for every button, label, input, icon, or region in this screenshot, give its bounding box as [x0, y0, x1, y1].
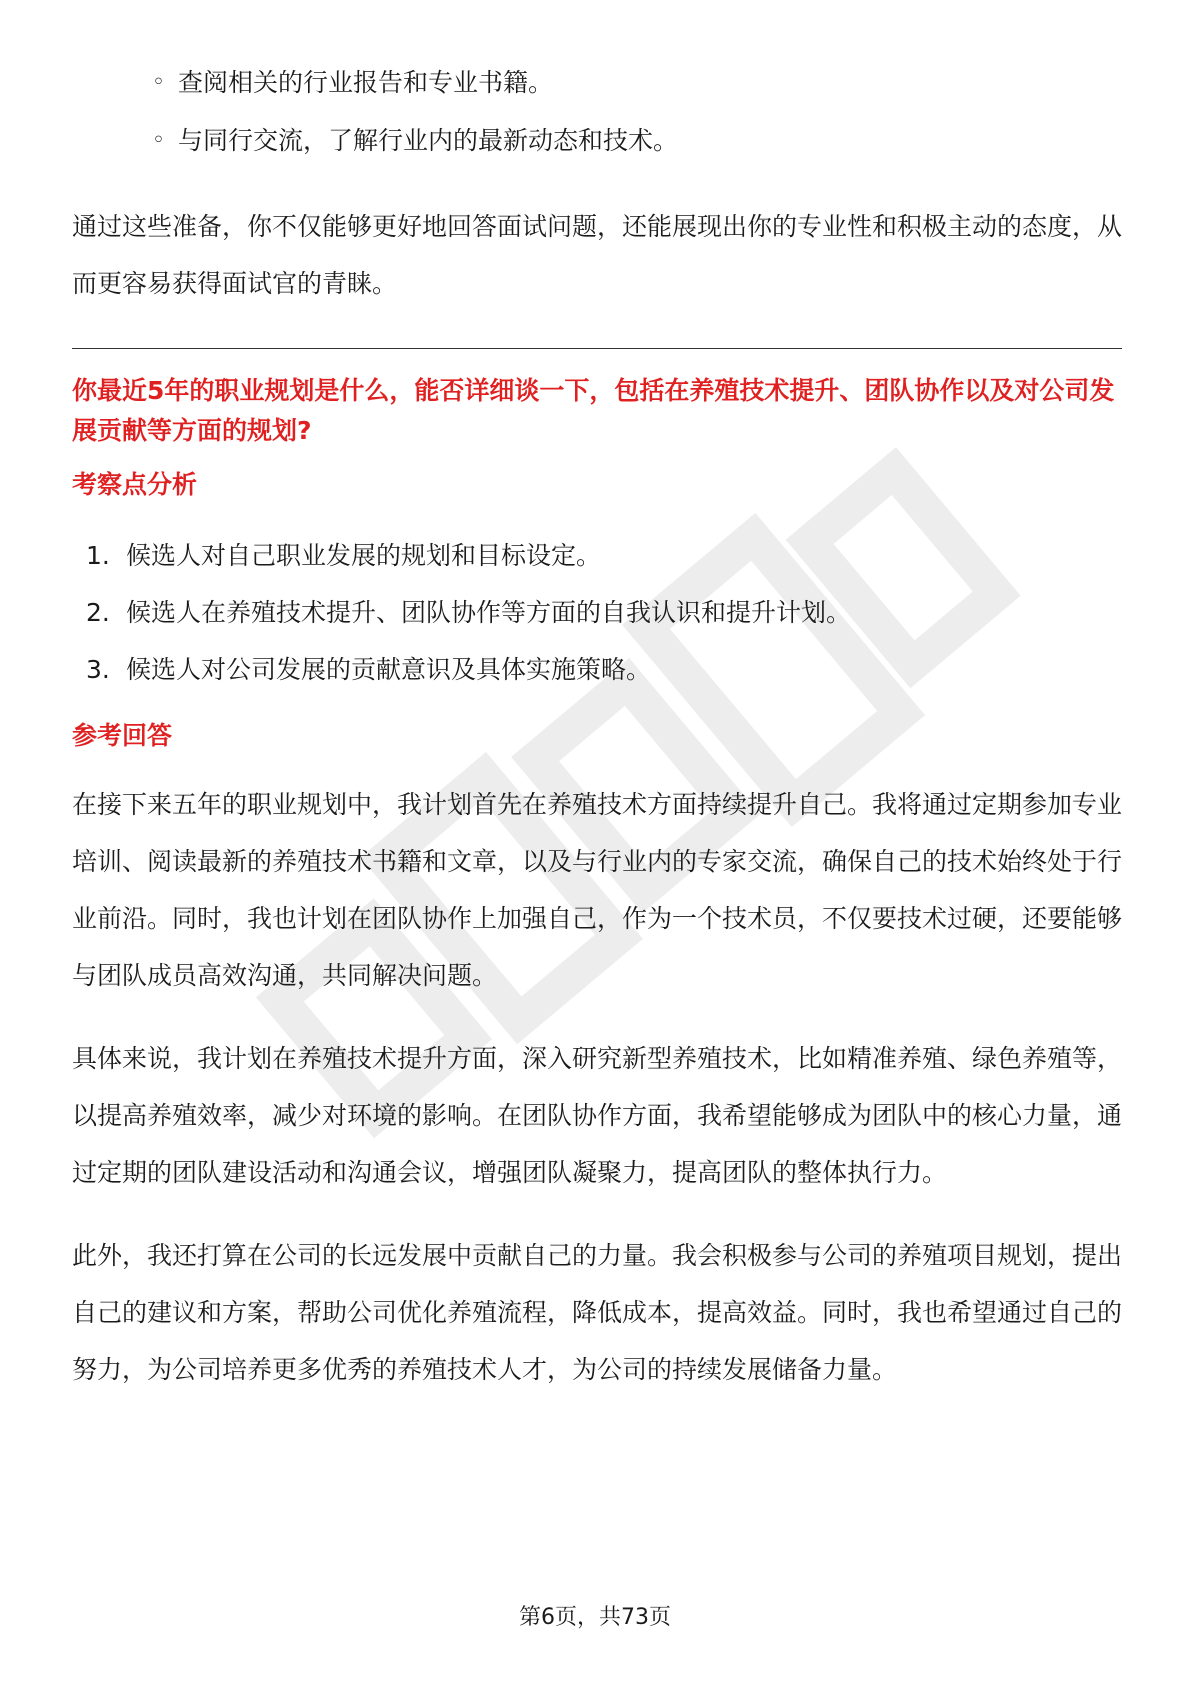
section-divider	[72, 348, 1122, 349]
list-text: 候选人对公司发展的贡献意识及具体实施策略。	[126, 655, 652, 684]
list-text: 候选人对自己职业发展的规划和目标设定。	[126, 541, 602, 570]
page-number-footer: 第6页，共73页	[519, 1605, 671, 1630]
bullet-circle-icon: ◦	[152, 70, 165, 95]
answer-paragraph: 具体来说，我计划在养殖技术提升方面，深入研究新型养殖技术，比如精准养殖、绿色养殖等，以提高养殖效率，减少对环境的影响。在团队协作方面，我希望能够成为团队中的核心力量，通过定期的团队建设活动和沟通会议，增强团队凝聚力，提高团队的整体执行力。	[72, 1044, 1123, 1187]
bullet-circle-icon: ◦	[152, 128, 165, 153]
list-number: 1.	[86, 541, 110, 570]
bullet-text: 与同行交流，了解行业内的最新动态和技术。	[178, 126, 679, 155]
analysis-heading: 考察点分析	[72, 470, 198, 499]
list-item	[72, 584, 1122, 641]
analysis-list	[72, 527, 1122, 698]
list-item	[72, 68, 1122, 126]
list-item	[72, 527, 1122, 584]
answer-paragraph: 此外，我还打算在公司的长远发展中贡献自己的力量。我会积极参与公司的养殖项目规划，提出自己的建议和方案，帮助公司优化养殖流程，降低成本，提高效益。同时，我也希望通过自己的努力，为公司培养更多优秀的养殖技术人才，为公司的持续发展储备力量。	[72, 1241, 1123, 1384]
intro-paragraph: 通过这些准备，你不仅能够更好地回答面试问题，还能展现出你的专业性和积极主动的态度，从而更容易获得面试官的青睐。	[72, 212, 1123, 298]
list-text: 候选人在养殖技术提升、团队协作等方面的自我认识和提升计划。	[126, 598, 852, 627]
resource-bullet-list	[72, 68, 1122, 184]
list-number: 2.	[86, 598, 110, 627]
list-item	[72, 641, 1122, 698]
answer-heading: 参考回答	[72, 721, 173, 750]
list-item	[72, 126, 1122, 184]
answer-paragraph: 在接下来五年的职业规划中，我计划首先在养殖技术方面持续提升自己。我将通过定期参加专业培训、阅读最新的养殖技术书籍和文章，以及与行业内的专家交流，确保自己的技术始终处于行业前沿。同时，我也计划在团队协作上加强自己，作为一个技术员，不仅要技术过硬，还要能够与团队成员高效沟通，共同解决问题。	[72, 790, 1123, 990]
bullet-text: 查阅相关的行业报告和专业书籍。	[178, 68, 554, 97]
page-content	[72, 68, 1122, 1398]
list-number: 3.	[86, 655, 110, 684]
question-title: 你最近5年的职业规划是什么，能否详细谈一下，包括在养殖技术提升、团队协作以及对公司发展贡献等方面的规划?	[72, 376, 1115, 445]
